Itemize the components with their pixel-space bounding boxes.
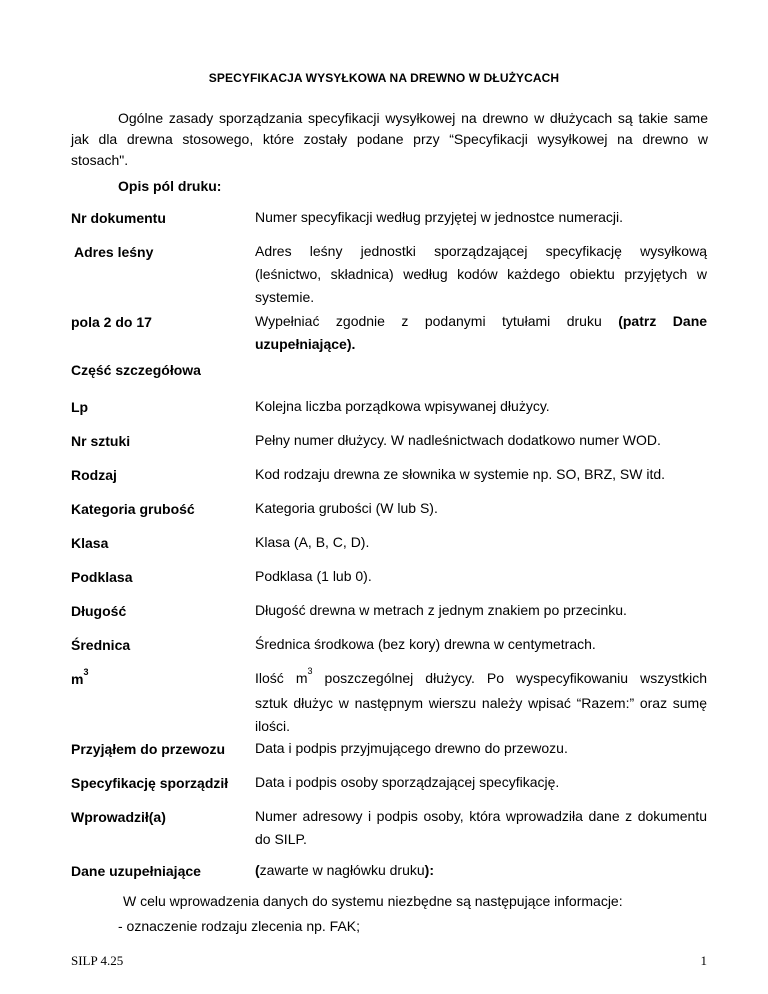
adres-line-1: Adres leśny jednostki sporządzającej specyfikację wysyłkową	[255, 243, 707, 259]
footer-left: SILP 4.25	[71, 953, 124, 968]
intro-line-1: Ogólne zasady sporządzania specyfikacji wysyłkowej na drewno w dłużycach są takie same	[118, 110, 708, 126]
field-desc-adres-lesny	[255, 240, 707, 309]
sig-label-wprowadzil: Wprowadził(a)	[71, 809, 166, 825]
section-heading: Część szczegółowa	[71, 362, 201, 378]
dane-close: ):	[424, 862, 434, 878]
dane-desc	[255, 859, 707, 882]
sig-desc-wprowadzil	[255, 805, 707, 851]
dane-open: (	[255, 862, 260, 878]
intro-line-3: stosach".	[71, 152, 129, 168]
pola-text: Wypełniać zgodnie z podanymi tytułami druku	[255, 313, 602, 329]
pola-close: ).	[346, 336, 356, 352]
detail-label-m3	[71, 667, 89, 687]
m3-line-1	[255, 667, 707, 692]
m3-line-1b: poszczególnej dłużycy. Po wyspecyfikowaniu wszystkich	[324, 670, 708, 686]
fields-heading: Opis pól druku:	[118, 178, 222, 194]
intro-paragraph	[71, 108, 708, 171]
field-label-adres-lesny: Adres leśny	[74, 244, 154, 260]
field-desc-pola	[255, 310, 707, 356]
m3-line-sup: 3	[307, 666, 313, 676]
m3-line-1a: Ilość m	[255, 670, 308, 686]
wprowadzil-line-2: do SILP.	[255, 831, 307, 847]
detail-label-podklasa: Podklasa	[71, 569, 133, 585]
detail-label-dlugosc: Długość	[71, 603, 127, 619]
pola-line-2	[255, 333, 707, 356]
detail-desc-klasa: Klasa (A, B, C, D).	[255, 534, 370, 550]
wprowadzil-line-1: Numer adresowy i podpis osoby, która wprowadziła dane z dokumentu	[255, 808, 707, 824]
pola-dane: Dane	[672, 313, 708, 329]
after-text: W celu wprowadzenia danych do systemu niezbędne są następujące informacje:	[123, 893, 623, 909]
detail-desc-podklasa: Podklasa (1 lub 0).	[255, 568, 372, 584]
field-label-nr-dokumentu: Nr dokumentu	[71, 210, 166, 226]
detail-desc-rodzaj: Kod rodzaju drewna ze słownika w systemie np. SO, BRZ, SW itd.	[255, 466, 666, 482]
detail-desc-srednica: Średnica środkowa (bez kory) drewna w centymetrach.	[255, 636, 596, 652]
detail-desc-m3	[255, 667, 707, 738]
m3-line-3: ilości.	[255, 718, 291, 734]
document-title: SPECYFIKACJA WYSYŁKOWA NA DREWNO W DŁUŻYCACH	[208, 71, 560, 85]
detail-desc-lp: Kolejna liczba porządkowa wpisywanej dłużycy.	[255, 398, 550, 414]
m3-line-2: sztuk dłużyc w następnym wierszu należy wpisać “Razem:” oraz sumę	[255, 695, 707, 711]
adres-line-3: systemie.	[255, 289, 315, 305]
field-desc-nr-dokumentu: Numer specyfikacji według przyjętej w jednostce numeracji.	[255, 209, 624, 225]
dane-label: Dane uzupełniające	[71, 863, 201, 879]
sig-desc-przyjalem: Data i podpis przyjmującego drewno do przewozu.	[255, 740, 568, 756]
detail-label-lp: Lp	[71, 399, 89, 415]
detail-label-nr-sztuki: Nr sztuki	[71, 433, 131, 449]
m3-label: m	[71, 671, 84, 687]
detail-desc-kategoria: Kategoria grubości (W lub S).	[255, 500, 438, 516]
pola-line-1	[255, 310, 707, 333]
m3-label-sup: 3	[83, 667, 89, 677]
pola-uzupelniajace: uzupełniające	[255, 336, 347, 352]
pola-paren: (patrz	[618, 313, 657, 329]
detail-label-kategoria: Kategoria grubość	[71, 501, 195, 517]
page-number: 1	[700, 953, 707, 968]
detail-label-rodzaj: Rodzaj	[71, 467, 117, 483]
sig-label-sporzadzil: Specyfikację sporządził	[71, 775, 229, 791]
detail-desc-nr-sztuki: Pełny numer dłużycy. W nadleśnictwach dodatkowo numer WOD.	[255, 432, 661, 448]
detail-label-srednica: Średnica	[71, 637, 131, 653]
sig-label-przyjalem: Przyjąłem do przewozu	[71, 741, 226, 757]
bullet-item: - oznaczenie rodzaju zlecenia np. FAK;	[118, 918, 361, 934]
field-label-pola: pola 2 do 17	[71, 314, 152, 330]
sig-desc-sporzadzil: Data i podpis osoby sporządzającej specyfikację.	[255, 774, 560, 790]
detail-label-klasa: Klasa	[71, 535, 109, 551]
adres-line-2: (leśnictwo, składnica) według kodów każdego obiektu przyjętych w	[255, 266, 707, 282]
detail-desc-dlugosc: Długość drewna w metrach z jednym znakiem po przecinku.	[255, 602, 627, 618]
intro-line-2: jak dla drewna stosowego, które zostały podane przy “Specyfikacji wysyłkowej na drewno w	[71, 131, 708, 147]
dane-text: zawarte w nagłówku druku	[259, 862, 425, 878]
